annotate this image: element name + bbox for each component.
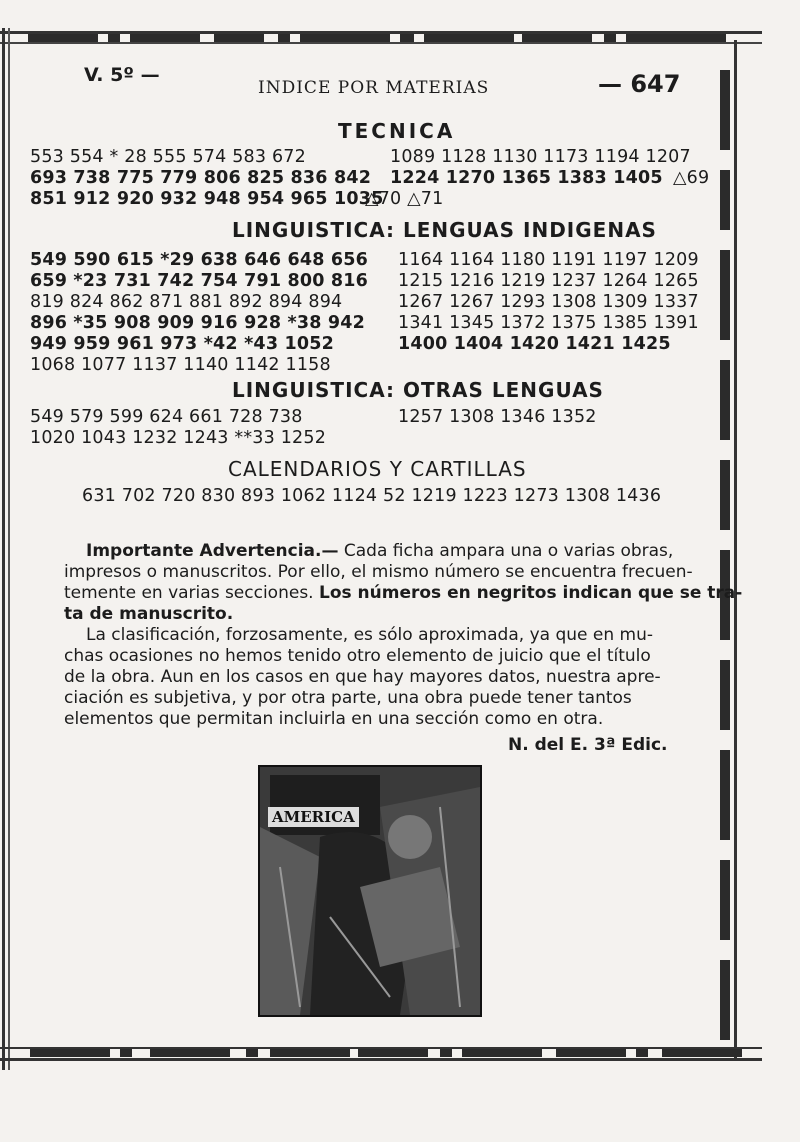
tecnica-left-line-1: 553 554 * 28 555 574 583 672: [30, 147, 306, 167]
indigenas-right-line-5: 1400 1404 1420 1421 1425: [398, 334, 671, 354]
otras-left-line-2: 1020 1043 1232 1243 **33 1252: [30, 428, 327, 448]
advertencia-line-3: [64, 583, 742, 605]
volume-label: V. 5º —: [84, 64, 160, 86]
clasificacion-line-2: chas ocasiones no hemos tenido otro elemento de juicio que el título: [64, 646, 651, 666]
tecnica-right-line-2: 1224 1270 1365 1383 1405: [390, 168, 663, 188]
indigenas-left-line-4: 896 *35 908 909 916 928 *38 942: [30, 313, 366, 333]
cover-illustration: [258, 765, 482, 1017]
clasificacion-line-1: La clasificación, forzosamente, es sólo aproximada, ya que en mu-: [86, 625, 653, 645]
otras-left-line-1: 549 579 599 624 661 728 738: [30, 407, 303, 427]
illustration-drawing: [260, 767, 480, 1015]
page-number: — 647: [598, 70, 681, 98]
advertencia-lead: Importante Advertencia.—: [86, 541, 339, 561]
indigenas-right-line-3: 1267 1267 1293 1308 1309 1337: [398, 292, 699, 312]
bottom-ornamental-border: [0, 1044, 762, 1064]
tecnica-left-line-2: 693 738 775 779 806 825 836 842: [30, 168, 372, 188]
section-title-calendarios: CALENDARIOS Y CARTILLAS: [228, 457, 527, 481]
otras-right-line-1: 1257 1308 1346 1352: [398, 407, 597, 427]
clasificacion-line-4: ciación es subjetiva, y por otra parte, una obra puede tener tantos: [64, 688, 632, 708]
top-ornamental-border: [0, 28, 762, 50]
indigenas-right-line-4: 1341 1345 1372 1375 1385 1391: [398, 313, 699, 333]
section-title-tecnica: TECNICA: [338, 119, 456, 143]
running-header: INDICE POR MATERIAS: [258, 78, 490, 98]
advertencia-line-1-rest: Cada ficha ampara una o varias obras,: [338, 541, 674, 561]
indigenas-right-line-1: 1164 1164 1180 1191 1197 1209: [398, 250, 699, 270]
indigenas-right-line-2: 1215 1216 1219 1237 1264 1265: [398, 271, 699, 291]
indigenas-left-line-6: 1068 1077 1137 1140 1142 1158: [30, 355, 331, 375]
section-title-otras-lenguas: LINGUISTICA: OTRAS LENGUAS: [232, 378, 604, 402]
editor-signature: N. del E. 3ª Edic.: [508, 735, 668, 755]
tecnica-delta-69: △69: [673, 168, 710, 188]
illustration-caption: AMERICA: [268, 807, 359, 827]
indigenas-left-line-1: 549 590 615 *29 638 646 648 656: [30, 250, 369, 270]
indigenas-left-line-5: 949 959 961 973 *42 *43 1052: [30, 334, 334, 354]
advertencia-line-4: ta de manuscrito.: [64, 604, 234, 624]
indigenas-left-line-3: 819 824 862 871 881 892 894 894: [30, 292, 343, 312]
advertencia-line-3-b: Los números en negritos indican que se tra-: [318, 583, 743, 603]
advertencia-line-2: impresos o manuscritos. Por ello, el mismo número se encuentra frecuen-: [64, 562, 693, 582]
left-ornamental-border: [0, 28, 14, 1070]
section-title-lenguas-indigenas: LINGUISTICA: LENGUAS INDIGENAS: [232, 218, 657, 242]
right-ornamental-border: [716, 40, 748, 1060]
clasificacion-line-3: de la obra. Aun en los casos en que hay mayores datos, nuestra apre-: [64, 667, 661, 687]
advertencia-line-1: [86, 541, 673, 563]
calendarios-line: 631 702 720 830 893 1062 1124 52 1219 1223 1273 1308 1436: [82, 486, 662, 506]
advertencia-line-3-a: temente en varias secciones.: [64, 583, 319, 603]
indigenas-left-line-2: 659 *23 731 742 754 791 800 816: [30, 271, 369, 291]
tecnica-left-line-3: 851 912 920 932 948 954 965 1035: [30, 189, 384, 209]
tecnica-right-line-3: △70 △71: [365, 189, 444, 209]
clasificacion-line-5: elementos que permitan incluirla en una sección como en otra.: [64, 709, 604, 729]
tecnica-right-line-1: 1089 1128 1130 1173 1194 1207: [390, 147, 691, 167]
